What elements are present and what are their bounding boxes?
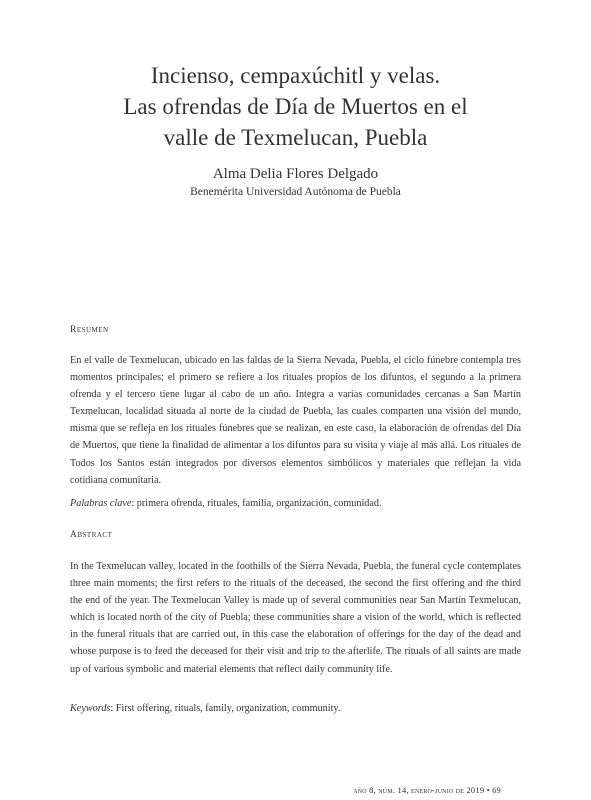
- resumen-heading: Resumen: [70, 325, 109, 335]
- resumen-body: En el valle de Texmelucan, ubicado en las faldas de la Sierra Nevada, Puebla, el ciclo fúnebre contempla tres momentos principales; el primero se refiere a los rituales propios de los difuntos, el segundo a la primera ofrenda y el tercero tiene lugar al cabo de un año. Integra a varias comunidades cercanas a San Martín Texmelucan, localidad situada al norte de la ciudad de Puebla, las cuales comparten una visión del mundo, misma que se refleja en los rituales fúnebres que se realizan, en este caso, la elaboración de ofrendas del Día de Muertos, que tiene la finalidad de alimentar a los difuntos para su visita y viaje al más allá. Los rituales de Todos los Santos están integrados por diversos elementos simbólicos y materiales que reflejan la vida cotidiana comunitaria.: [70, 355, 521, 486]
- author-affiliation: Benemérita Universidad Autónoma de Puebla: [190, 186, 401, 198]
- abstract-heading: Abstract: [70, 530, 113, 540]
- abstract-body: In the Texmelucan valley, located in the foothills of the Sierra Nevada, Puebla, the funeral cycle contemplates three main moments; the first refers to the rituals of the deceased, the second the first offering and the third the end of the year. The Texmelucan Valley is made up of several communities near San Martín Texmelucan, which is located north of the city of Puebla; these communities share a vision of the world, which is reflected in the funeral rituals that are carried out, in this case the elaboration of offerings for the day of the dead and whose purpose is to feed the deceased for their visit and trip to the afterlife. The rituals of all saints are made up of various symbolic and material elements that reflect daily community life.: [70, 561, 521, 675]
- page-footer: año 8, núm. 14, enero-junio de 2019 • 69: [353, 785, 501, 795]
- keywords-label-es: Palabras clave: [70, 498, 132, 509]
- keywords-text-en: : First offering, rituals, family, organization, community.: [110, 703, 341, 714]
- keywords-label-en: Keywords: [70, 703, 111, 714]
- title-line-3: valle de Texmelucan, Puebla: [163, 125, 428, 150]
- abstract-keywords: [70, 703, 521, 714]
- author-name: Alma Delia Flores Delgado: [212, 166, 379, 182]
- resumen-keywords: [70, 498, 521, 509]
- title-line-1: Incienso, cempaxúchitl y velas.: [150, 63, 441, 88]
- title-line-2: Las ofrendas de Día de Muertos en el: [123, 94, 468, 119]
- article-title: [40, 60, 551, 153]
- keywords-text-es: : primera ofrenda, rituales, familia, organización, comunidad.: [131, 498, 382, 509]
